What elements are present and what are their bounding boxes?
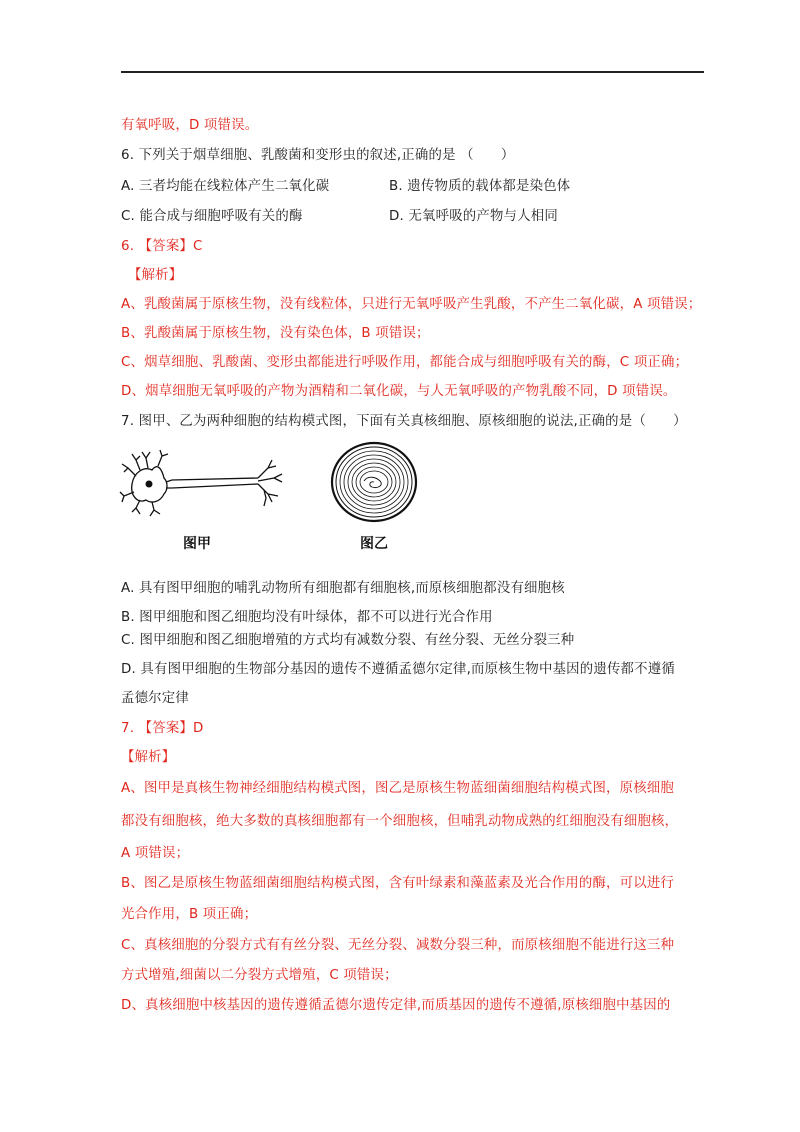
q7-option-d-line2: 孟德尔定律 — [121, 691, 189, 706]
q6-analysis-heading: 【解析】 — [128, 268, 183, 283]
q6-option-b: B. 遗传物质的载体都是染色体 — [389, 179, 571, 194]
q7-option-d-line1: D. 具有图甲细胞的生物部分基因的遗传不遵循孟德尔定律,而原核生物中基因的遗传都不遵循 — [121, 662, 675, 677]
q6-option-a: A. 三者均能在线粒体产生二氧化碳 — [121, 179, 330, 194]
bacterial-cell-diagram — [330, 441, 418, 523]
q6-option-d: D. 无氧呼吸的产物与人相同 — [389, 209, 558, 224]
q7-explanation-b-line2: 光合作用，B 项正确； — [121, 907, 258, 922]
q6-explanation-c: C、烟草细胞、乳酸菌、变形虫都能进行呼吸作用，都能合成与细胞呼吸有关的酶，C 项正确； — [121, 355, 689, 370]
q7-option-b: B. 图甲细胞和图乙细胞均没有叶绿体，都不可以进行光合作用 — [121, 610, 493, 625]
q7-explanation-c-line1: C、真核细胞的分裂方式有有丝分裂、无丝分裂、减数分裂三种，而原核细胞不能进行这三种 — [121, 938, 675, 953]
q7-explanation-b-line1: B、图乙是原核生物蓝细菌细胞结构模式图，含有叶绿素和藻蓝素及光合作用的酶，可以进行 — [121, 876, 675, 891]
header-rule — [121, 71, 704, 73]
q7-explanation-a-line2: 都没有细胞核，绝大多数的真核细胞都有一个细胞核，但哺乳动物成熟的红细胞没有细胞核， — [121, 814, 679, 829]
q7-option-c: C. 图甲细胞和图乙细胞增殖的方式均有减数分裂、有丝分裂、无丝分裂三种 — [121, 633, 575, 648]
prev-explanation-tail: 有氧呼吸，D 项错误。 — [121, 118, 259, 133]
q6-explanation-d: D、烟草细胞无氧呼吸的产物为酒精和二氧化碳，与人无氧呼吸的产物乳酸不同，D 项错误。 — [121, 384, 677, 399]
q7-explanation-a-line1: A、图甲是真核生物神经细胞结构模式图，图乙是原核生物蓝细菌细胞结构模式图，原核细胞 — [121, 781, 674, 796]
neuron-diagram — [118, 448, 288, 518]
q7-explanation-c-line2: 方式增殖,细菌以二分裂方式增殖，C 项错误； — [121, 968, 398, 983]
question-6: 6. 下列关于烟草细胞、乳酸菌和变形虫的叙述,正确的是 （ ） — [121, 148, 515, 163]
q6-explanation-a: A、乳酸菌属于原核生物，没有线粒体，只进行无氧呼吸产生乳酸，不产生二氧化碳，A 项错误； — [121, 297, 702, 312]
question-7: 7. 图甲、乙为两种细胞的结构模式图，下面有关真核细胞、原核细胞的说法,正确的是（ ） — [121, 414, 687, 429]
q6-explanation-b: B、乳酸菌属于原核生物，没有染色体，B 项错误； — [121, 326, 430, 341]
q7-explanation-d-line1: D、真核细胞中核基因的遗传遵循孟德尔遗传定律,而质基因的遗传不遵循,原核细胞中基因的 — [121, 998, 671, 1013]
q6-option-c: C. 能合成与细胞呼吸有关的酶 — [121, 209, 303, 224]
q7-option-a: A. 具有图甲细胞的哺乳动物所有细胞都有细胞核,而原核细胞都没有细胞核 — [121, 581, 565, 596]
q7-explanation-a-line3: A 项错误； — [121, 846, 190, 861]
q7-analysis-heading: 【解析】 — [121, 750, 176, 765]
figure-jia-caption: 图甲 — [183, 536, 211, 552]
figure-yi-caption: 图乙 — [360, 536, 388, 552]
q6-answer: 6. 【答案】C — [121, 239, 203, 254]
q7-answer: 7. 【答案】D — [121, 721, 204, 736]
